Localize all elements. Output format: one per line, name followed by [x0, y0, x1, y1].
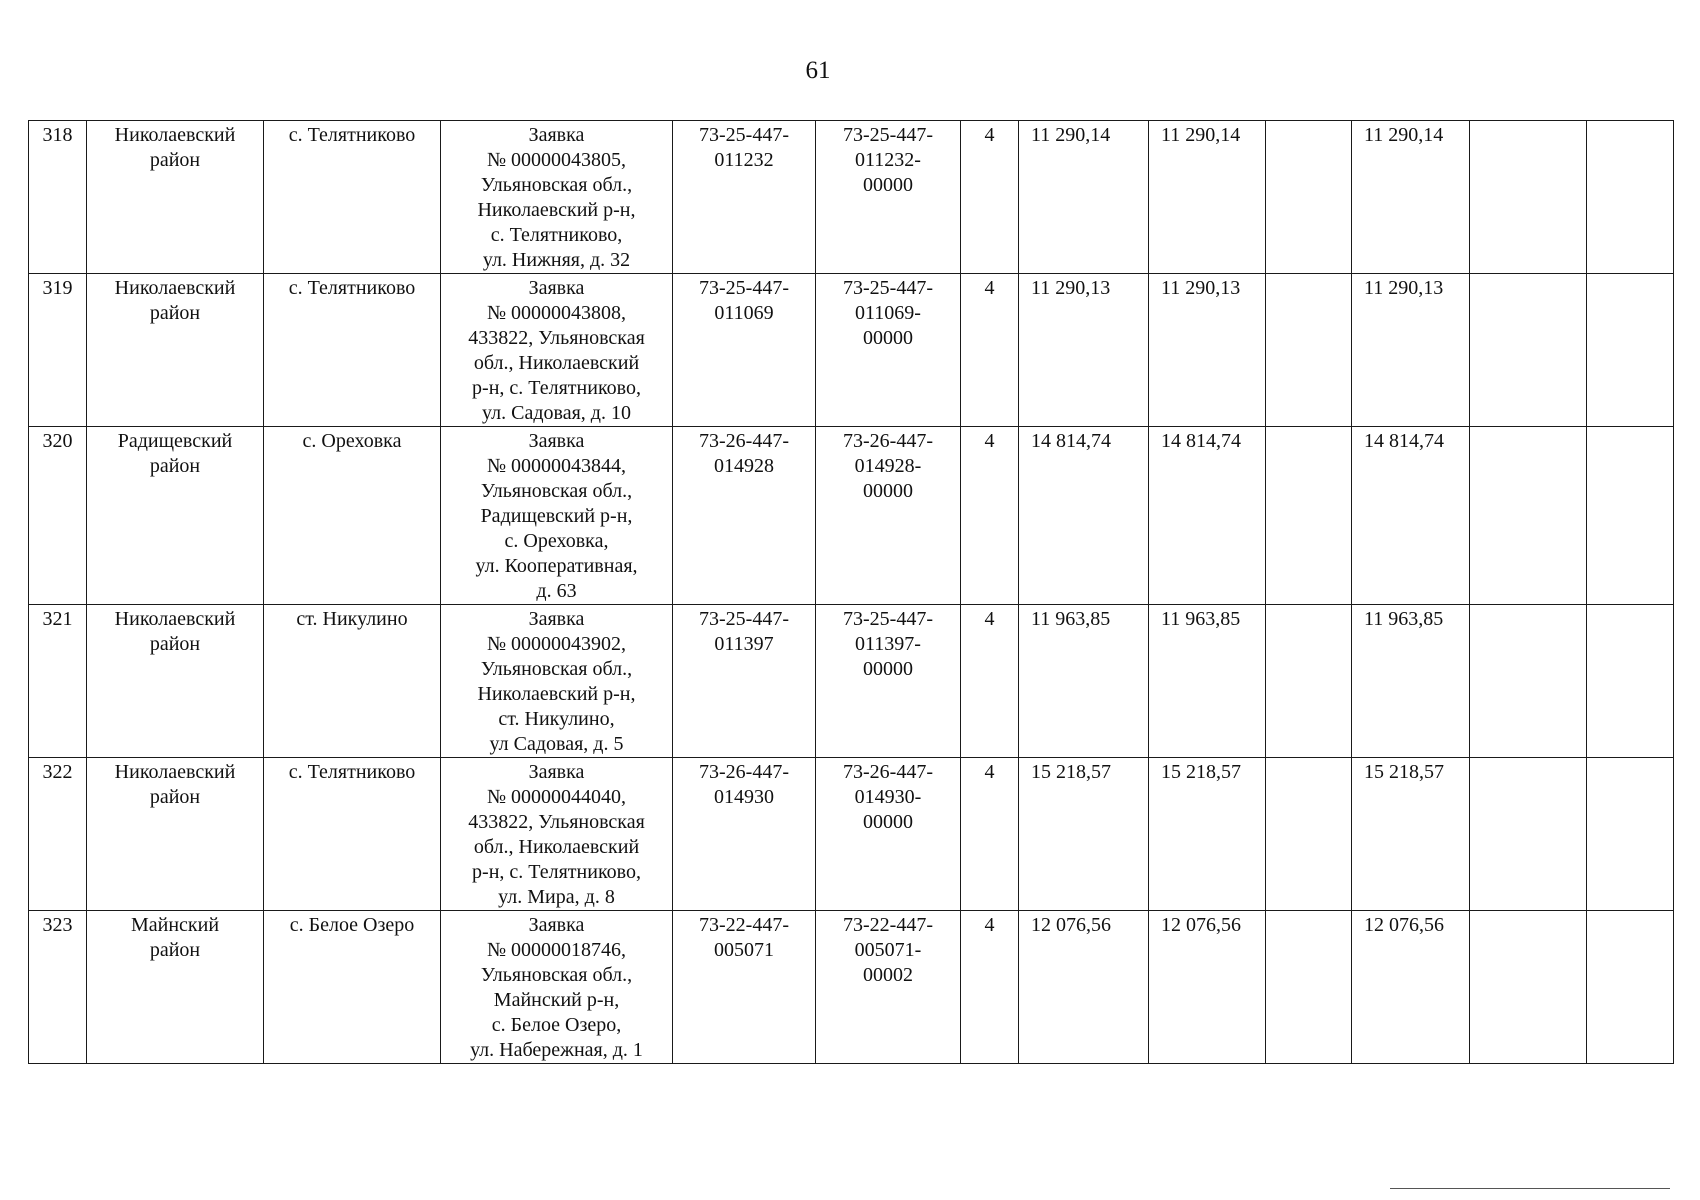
table-row [29, 758, 1674, 911]
cell-object-code: 73-25-447- 011397- 00000 [816, 605, 961, 758]
cell-amount-2: 15 218,57 [1149, 758, 1266, 911]
cell-amount-3 [1266, 427, 1352, 605]
cell-amount-3 [1266, 758, 1352, 911]
cell-object-code: 73-26-447- 014928- 00000 [816, 427, 961, 605]
cell-amount-3 [1266, 911, 1352, 1064]
cell-amount-1: 12 076,56 [1019, 911, 1149, 1064]
cell-amount-2: 11 290,13 [1149, 274, 1266, 427]
cell-district: Майнский район [87, 911, 264, 1064]
cell-amount-2: 11 290,14 [1149, 121, 1266, 274]
cell-settlement: с. Телятниково [264, 274, 441, 427]
cell-number: 318 [29, 121, 87, 274]
cell-quantity: 4 [961, 427, 1019, 605]
cell-column-13 [1587, 911, 1674, 1064]
cell-cadastral-code: 73-26-447- 014930 [673, 758, 816, 911]
cell-cadastral-code: 73-26-447- 014928 [673, 427, 816, 605]
cell-amount-4: 11 290,14 [1352, 121, 1470, 274]
cell-column-13 [1587, 274, 1674, 427]
cell-application: Заявка № 00000043902, Ульяновская обл., Николаевский р-н, ст. Никулино, ул Садовая, д. 5 [441, 605, 673, 758]
cell-amount-1: 11 290,14 [1019, 121, 1149, 274]
cell-settlement: с. Белое Озеро [264, 911, 441, 1064]
cell-cadastral-code: 73-25-447- 011069 [673, 274, 816, 427]
cell-number: 320 [29, 427, 87, 605]
cell-column-12 [1470, 605, 1587, 758]
cell-column-12 [1470, 911, 1587, 1064]
registry-table [28, 120, 1674, 1064]
cell-column-13 [1587, 758, 1674, 911]
cell-district: Радищевский район [87, 427, 264, 605]
table-row [29, 121, 1674, 274]
cell-cadastral-code: 73-25-447- 011397 [673, 605, 816, 758]
table-body [29, 121, 1674, 1064]
cell-cadastral-code: 73-22-447- 005071 [673, 911, 816, 1064]
cell-amount-3 [1266, 605, 1352, 758]
cell-amount-4: 11 963,85 [1352, 605, 1470, 758]
cell-district: Николаевский район [87, 605, 264, 758]
cell-district: Николаевский район [87, 758, 264, 911]
cell-amount-1: 11 963,85 [1019, 605, 1149, 758]
cell-column-12 [1470, 274, 1587, 427]
cell-application: Заявка № 00000043808, 433822, Ульяновская обл., Николаевский р-н, с. Телятниково, ул. Садовая, д. 10 [441, 274, 673, 427]
cell-quantity: 4 [961, 274, 1019, 427]
cell-amount-1: 15 218,57 [1019, 758, 1149, 911]
cell-application: Заявка № 00000018746, Ульяновская обл., Майнский р-н, с. Белое Озеро, ул. Набережная, д. 1 [441, 911, 673, 1064]
cell-quantity: 4 [961, 758, 1019, 911]
cell-object-code: 73-25-447- 011069- 00000 [816, 274, 961, 427]
cell-amount-2: 12 076,56 [1149, 911, 1266, 1064]
cell-application: Заявка № 00000044040, 433822, Ульяновская обл., Николаевский р-н, с. Телятниково, ул. Мира, д. 8 [441, 758, 673, 911]
cell-cadastral-code: 73-25-447- 011232 [673, 121, 816, 274]
cell-column-13 [1587, 605, 1674, 758]
cell-amount-1: 11 290,13 [1019, 274, 1149, 427]
cell-settlement: с. Телятниково [264, 758, 441, 911]
cell-district: Николаевский район [87, 274, 264, 427]
cell-settlement: с. Ореховка [264, 427, 441, 605]
cell-amount-1: 14 814,74 [1019, 427, 1149, 605]
cell-column-12 [1470, 758, 1587, 911]
page-number: 61 [805, 57, 831, 84]
cell-amount-4: 11 290,13 [1352, 274, 1470, 427]
cell-amount-3 [1266, 121, 1352, 274]
cell-object-code: 73-26-447- 014930- 00000 [816, 758, 961, 911]
table-row [29, 274, 1674, 427]
cell-number: 323 [29, 911, 87, 1064]
cell-quantity: 4 [961, 605, 1019, 758]
cell-quantity: 4 [961, 121, 1019, 274]
cell-amount-4: 14 814,74 [1352, 427, 1470, 605]
cell-district: Николаевский район [87, 121, 264, 274]
cell-quantity: 4 [961, 911, 1019, 1064]
cell-settlement: с. Телятниково [264, 121, 441, 274]
cell-column-13 [1587, 427, 1674, 605]
cell-column-12 [1470, 427, 1587, 605]
cell-number: 322 [29, 758, 87, 911]
cell-amount-3 [1266, 274, 1352, 427]
cell-amount-4: 15 218,57 [1352, 758, 1470, 911]
cell-object-code: 73-22-447- 005071- 00002 [816, 911, 961, 1064]
table-row [29, 605, 1674, 758]
cell-amount-2: 14 814,74 [1149, 427, 1266, 605]
cell-application: Заявка № 00000043805, Ульяновская обл., Николаевский р-н, с. Телятниково, ул. Нижняя, д. 32 [441, 121, 673, 274]
cell-object-code: 73-25-447- 011232- 00000 [816, 121, 961, 274]
cell-amount-2: 11 963,85 [1149, 605, 1266, 758]
cell-column-12 [1470, 121, 1587, 274]
cell-amount-4: 12 076,56 [1352, 911, 1470, 1064]
cell-settlement: ст. Никулино [264, 605, 441, 758]
table-row [29, 911, 1674, 1064]
cell-number: 319 [29, 274, 87, 427]
table-row [29, 427, 1674, 605]
cell-column-13 [1587, 121, 1674, 274]
cell-application: Заявка № 00000043844, Ульяновская обл., Радищевский р-н, с. Ореховка, ул. Кооперативная, д. 63 [441, 427, 673, 605]
cell-number: 321 [29, 605, 87, 758]
footer-rule [1390, 1188, 1670, 1189]
